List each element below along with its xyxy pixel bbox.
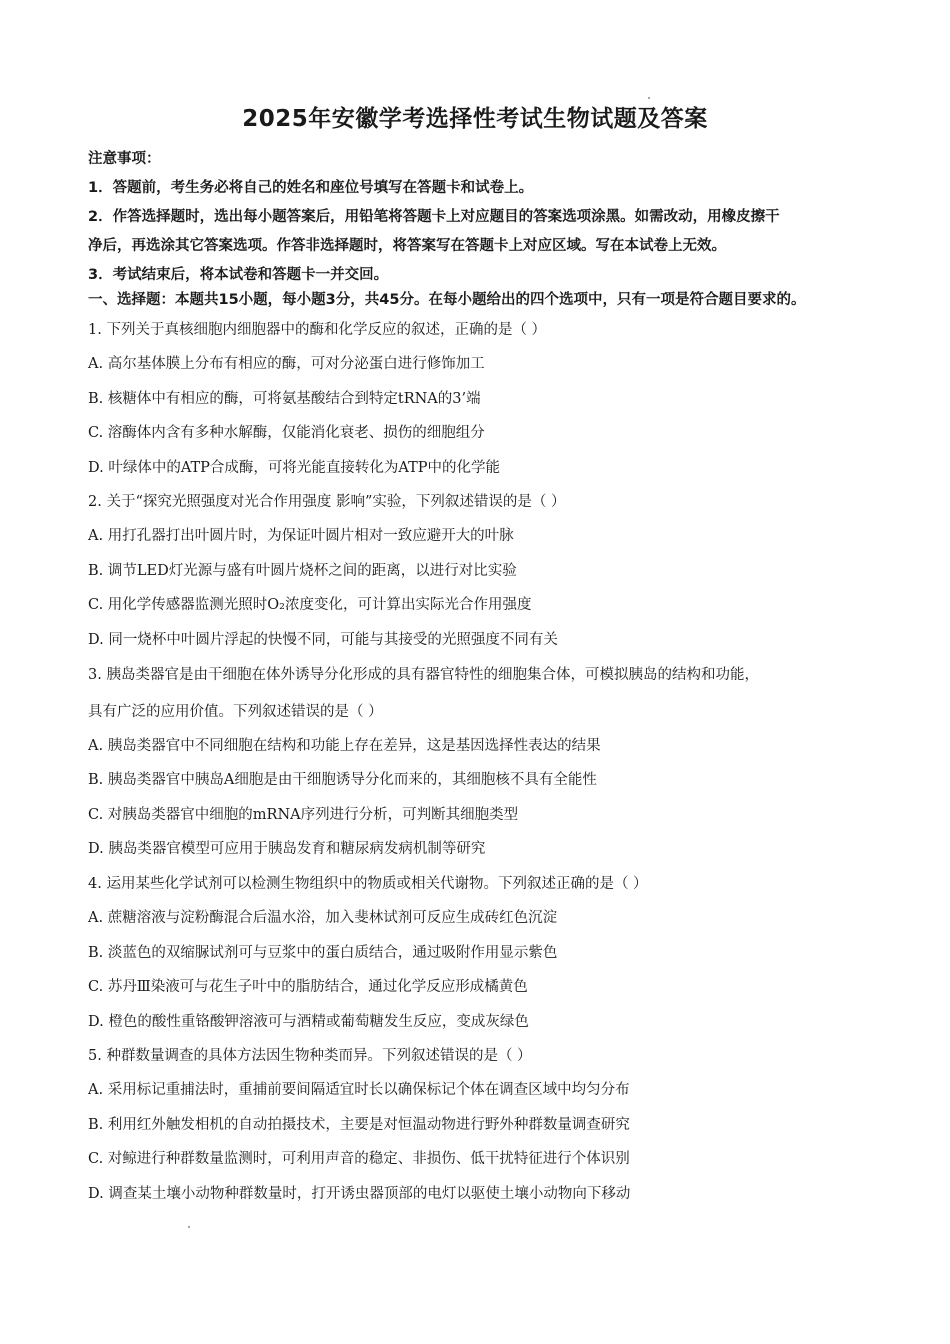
q3-option-b: B. 胰岛类器官中胰岛A细胞是由干细胞诱导分化而来的，其细胞核不具有全能性 — [88, 772, 597, 788]
scan-speck — [648, 97, 650, 99]
notice-item-3: 3．考试结束后，将本试卷和答题卡一并交回。 — [88, 267, 389, 283]
notice-item-2: 2．作答选择题时，选出每小题答案后，用铅笔将答题卡上对应题目的答案选项涂黑。如需改动，用橡皮擦干 — [88, 209, 780, 225]
q5-stem: 5. 种群数量调查的具体方法因生物种类而异。下列叙述错误的是（ ） — [88, 1048, 532, 1064]
q2-stem: 2. 关于“探究光照强度对光合作用强度 影响”实验，下列叙述错误的是（ ） — [88, 494, 566, 510]
q1-option-b: B. 核糖体中有相应的酶，可将氨基酸结合到特定tRNA的3’端 — [88, 391, 481, 407]
q3-stem: 3. 胰岛类器官是由干细胞在体外诱导分化形成的具有器官特性的细胞集合体，可模拟胰岛的结构和功能， — [88, 667, 759, 683]
q1-option-c: C. 溶酶体内含有多种水解酶，仅能消化衰老、损伤的细胞组分 — [88, 425, 485, 441]
q5-option-c: C. 对鲸进行种群数量监测时，可利用声音的稳定、非损伤、低干扰特征进行个体识别 — [88, 1151, 630, 1167]
q2-option-b: B. 调节LED灯光源与盛有叶圆片烧杯之间的距离，以进行对比实验 — [88, 563, 517, 579]
q4-stem: 4. 运用某些化学试剂可以检测生物组织中的物质或相关代谢物。下列叙述正确的是（ ） — [88, 876, 648, 892]
q2-option-c: C. 用化学传感器监测光照时O₂浓度变化，可计算出实际光合作用强度 — [88, 597, 532, 613]
q4-option-b: B. 淡蓝色的双缩脲试剂可与豆浆中的蛋白质结合，通过吸附作用显示紫色 — [88, 945, 558, 961]
notice-item-2-cont: 净后，再选涂其它答案选项。作答非选择题时，将答案写在答题卡上对应区域。写在本试卷上无效。 — [88, 238, 726, 254]
notice-item-1: 1．答题前，考生务必将自己的姓名和座位号填写在答题卡和试卷上。 — [88, 180, 534, 196]
q3-option-d: D. 胰岛类器官模型可应用于胰岛发育和糖尿病发病机制等研究 — [88, 841, 486, 857]
q4-option-a: A. 蔗糖溶液与淀粉酶混合后温水浴，加入斐林试剂可反应生成砖红色沉淀 — [88, 910, 558, 926]
q1-option-a: A. 高尔基体膜上分布有相应的酶，可对分泌蛋白进行修饰加工 — [88, 356, 485, 372]
q2-option-d: D. 同一烧杯中叶圆片浮起的快慢不同，可能与其接受的光照强度不同有关 — [88, 632, 558, 648]
page-title: 2025年安徽学考选择性考试生物试题及答案 — [242, 106, 708, 132]
notice-block — [88, 145, 878, 290]
q1-stem: 1. 下列关于真核细胞内细胞器中的酶和化学反应的叙述，正确的是（ ） — [88, 322, 547, 338]
q3-stem-cont: 具有广泛的应用价值。下列叙述错误的是（ ） — [88, 704, 383, 720]
q3-option-c: C. 对胰岛类器官中细胞的mRNA序列进行分析，可判断其细胞类型 — [88, 807, 519, 823]
q5-option-d: D. 调查某土壤小动物种群数量时，打开诱虫器顶部的电灯以驱使土壤小动物向下移动 — [88, 1186, 631, 1202]
q2-option-a: A. 用打孔器打出叶圆片时，为保证叶圆片相对一致应避开大的叶脉 — [88, 528, 514, 544]
notice-heading: 注意事项： — [88, 151, 161, 167]
q1-option-d: D. 叶绿体中的ATP合成酶，可将光能直接转化为ATP中的化学能 — [88, 460, 501, 476]
q3-option-a: A. 胰岛类器官中不同细胞在结构和功能上存在差异，这是基因选择性表达的结果 — [88, 738, 601, 754]
section-heading: 一、选择题：本题共15小题，每小题3分，共45分。在每小题给出的四个选项中，只有一项是符合题目要求的。 — [88, 292, 806, 308]
q4-option-d: D. 橙色的酸性重铬酸钾溶液可与酒精或葡萄糖发生反应，变成灰绿色 — [88, 1014, 529, 1030]
q4-option-c: C. 苏丹Ⅲ染液可与花生子叶中的脂肪结合，通过化学反应形成橘黄色 — [88, 979, 528, 995]
scan-speck — [188, 1226, 190, 1228]
q5-option-b: B. 利用红外触发相机的自动拍摄技术，主要是对恒温动物进行野外种群数量调查研究 — [88, 1117, 630, 1133]
q5-option-a: A. 采用标记重捕法时，重捕前要间隔适宜时长以确保标记个体在调查区域中均匀分布 — [88, 1082, 630, 1098]
